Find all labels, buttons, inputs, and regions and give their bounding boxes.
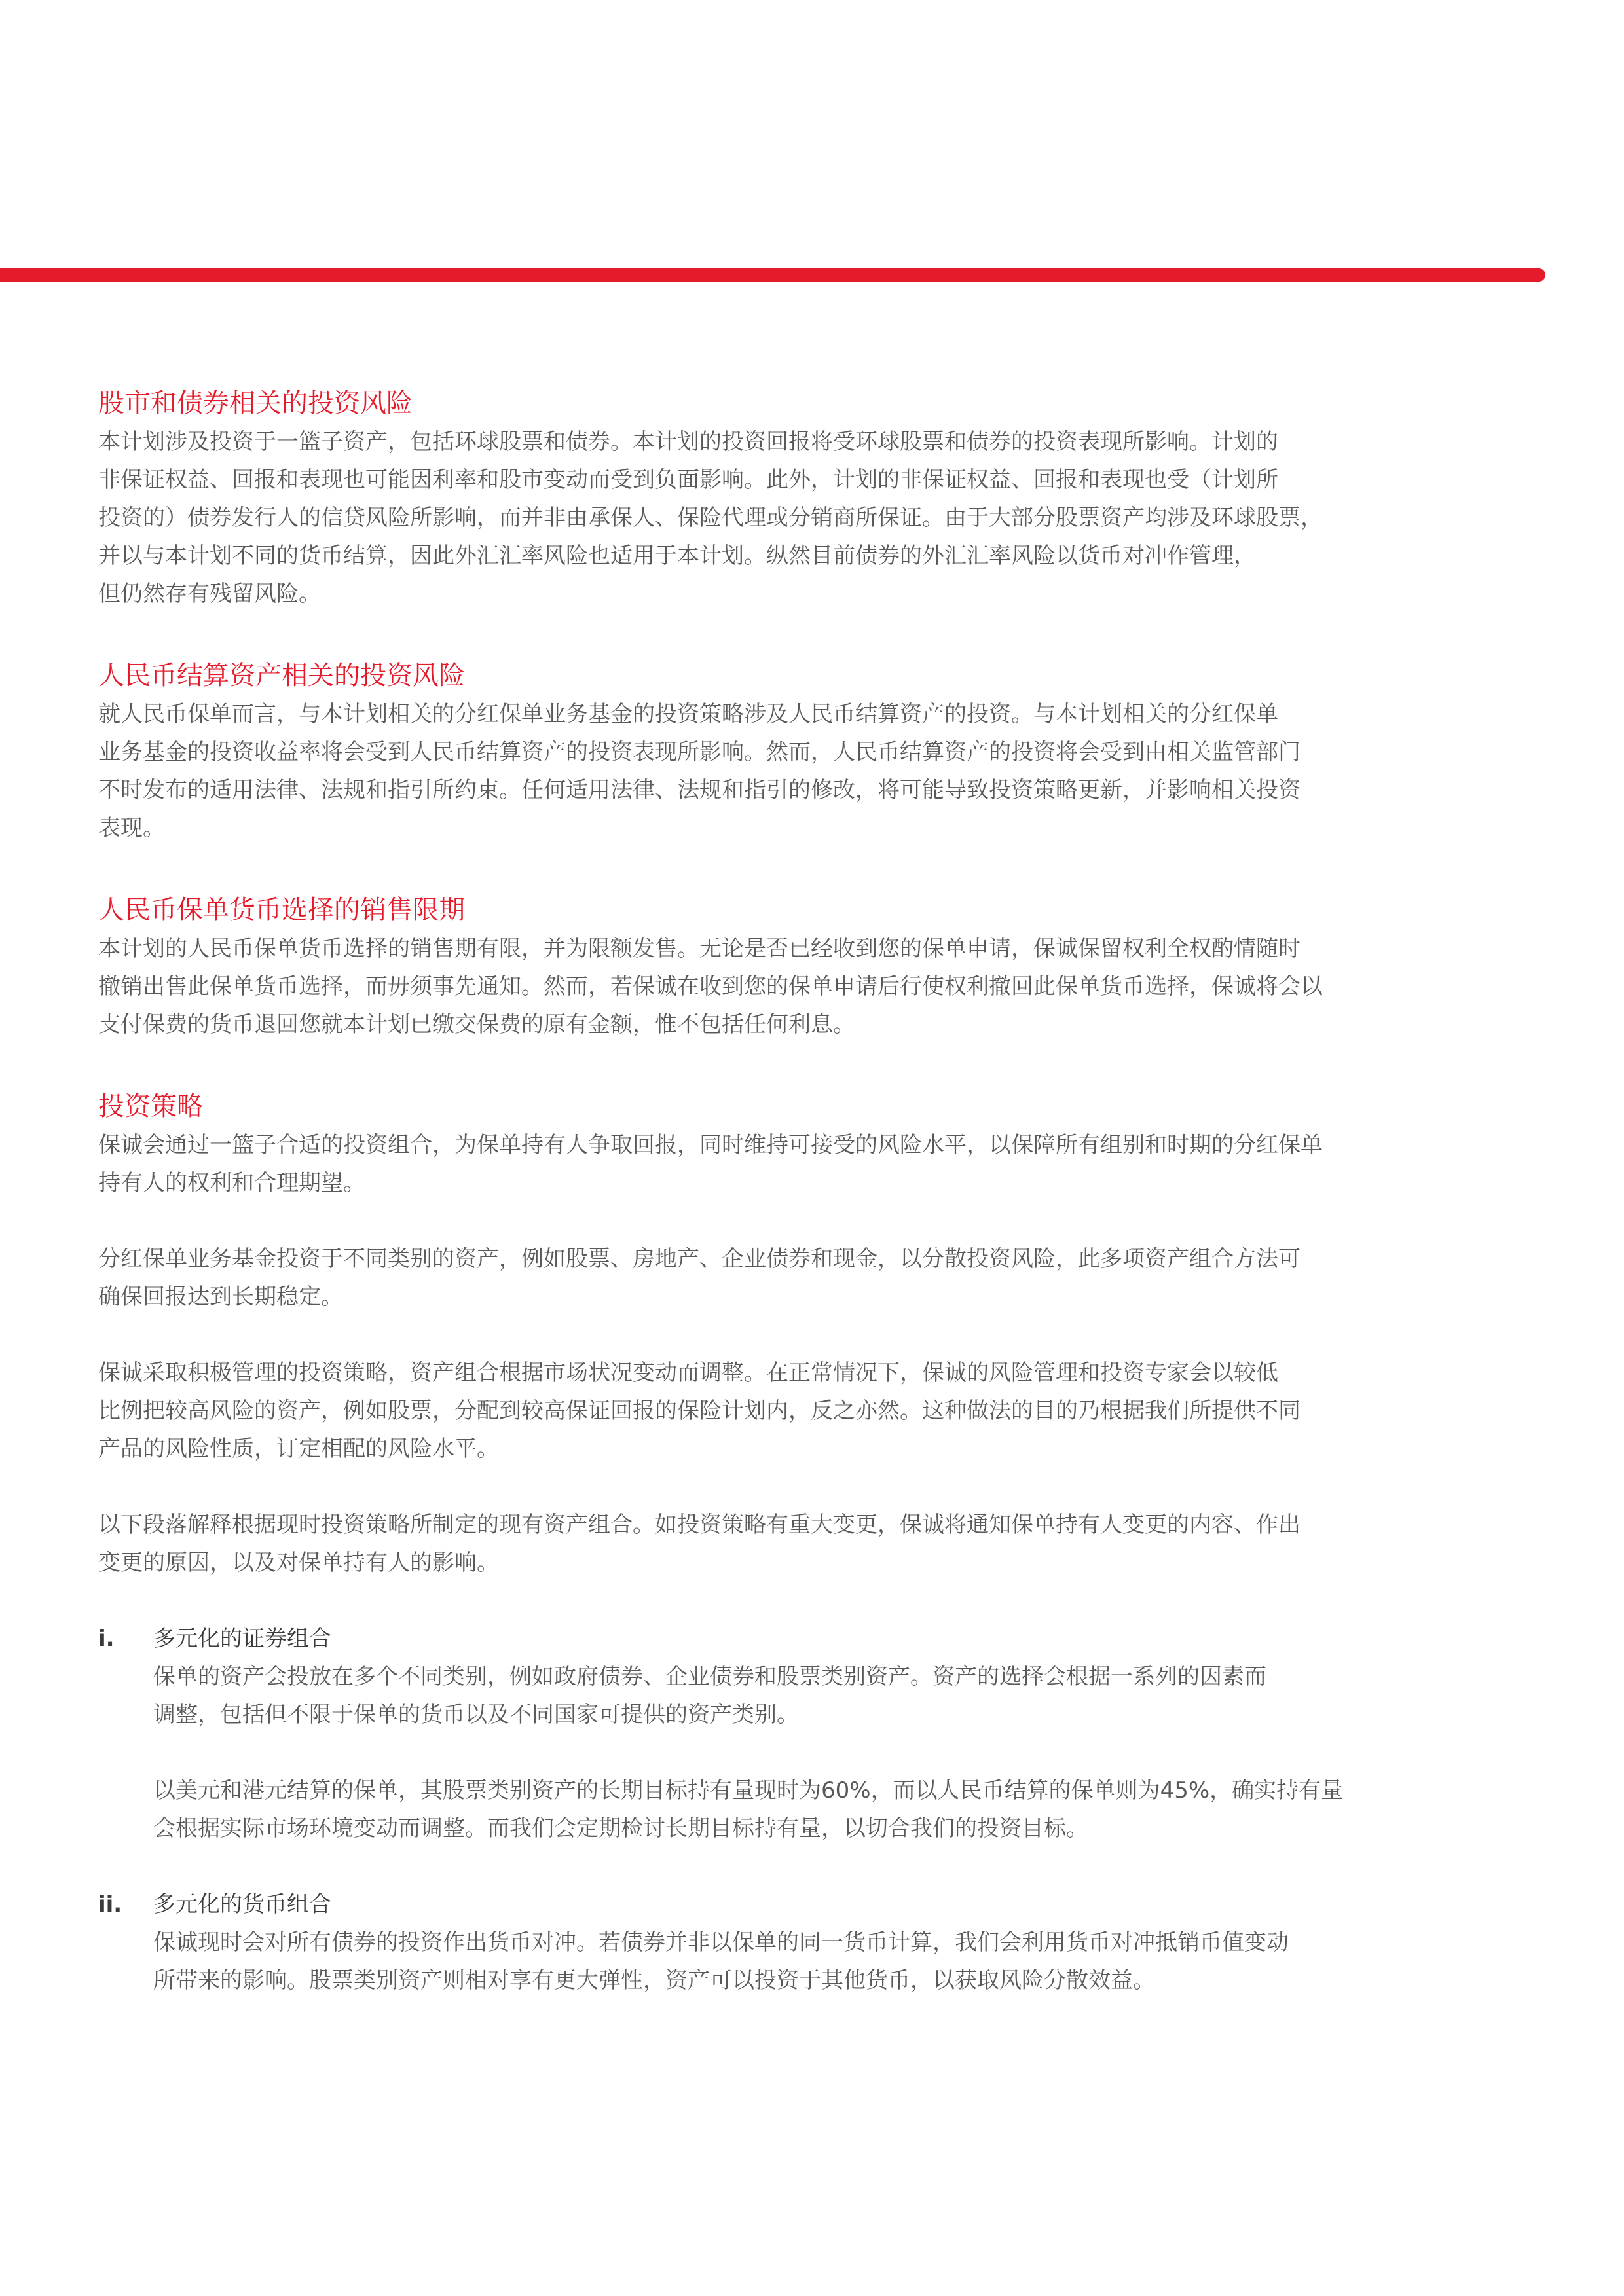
- section-paragraph: 保诚会通过一篮子合适的投资组合，为保单持有人争取回报，同时维持可接受的风险水平，以保障所有组别和时期的分红保单 持有人的权利和合理期望。: [98, 1132, 1323, 1196]
- section-paragraph: 分红保单业务基金投资于不同类别的资产，例如股票、房地产、企业债券和现金，以分散投资风险，此多项资产组合方法可 确保回报达到长期稳定。: [98, 1246, 1301, 1310]
- section-paragraph: 保诚采取积极管理的投资策略，资产组合根据市场状况变动而调整。在正常情况下，保诚的风险管理和投资专家会以较低 比例把较高风险的资产，例如股票，分配到较高保证回报的保险计划内，反之亦然。这种做法的目的乃根据我们所提供不同 产品的风险性质，订定相配的风险水平。: [98, 1360, 1301, 1462]
- section-heading: 投资策略: [98, 1091, 203, 1121]
- list-marker: ii.: [98, 1891, 122, 1918]
- section-rmb-sales-period: [98, 890, 1545, 1044]
- list-item-title: 多元化的证券组合: [153, 1626, 331, 1652]
- list-item-diversified-securities: [98, 1620, 1545, 1848]
- list-item-title: 多元化的货币组合: [153, 1891, 331, 1918]
- section-paragraph: 就人民币保单而言，与本计划相关的分红保单业务基金的投资策略涉及人民币结算资产的投资。与本计划相关的分红保单 业务基金的投资收益率将会受到人民币结算资产的投资表现所影响。然而，人民币结算资产的投资将会受到由相关监管部门 不时发布的适用法律、法规和指引所约束。任何适用法律、法规和指引的修改，将可能导致投资策略更新，并影响相关投资 表现。: [98, 701, 1301, 841]
- section-rmb-asset-risk: [98, 656, 1545, 847]
- section-heading: 股市和债券相关的投资风险: [98, 388, 413, 418]
- section-paragraph: 以下段落解释根据现时投资策略所制定的现有资产组合。如投资策略有重大变更，保诚将通知保单持有人变更的内容、作出 变更的原因，以及对保单持有人的影响。: [98, 1512, 1301, 1576]
- document-body: [98, 384, 1545, 2043]
- section-equity-bond-risk: [98, 384, 1545, 613]
- list-item-paragraph: 保诚现时会对所有债券的投资作出货币对冲。若债券并非以保单的同一货币计算，我们会利用货币对冲抵销币值变动 所带来的影响。股票类别资产则相对享有更大弹性，资产可以投资于其他货币，以获取风险分散效益。: [153, 1929, 1289, 1994]
- section-paragraph: 本计划的人民币保单货币选择的销售期有限，并为限额发售。无论是否已经收到您的保单申请，保诚保留权利全权酌情随时 撤销出售此保单货币选择，而毋须事先通知。然而，若保诚在收到您的保单申请后行使权利撤回此保单货币选择，保诚将会以 支付保费的货币退回您就本计划已缴交保费的原有金额，惟不包括任何利息。: [98, 936, 1323, 1038]
- list-item-paragraph: 以美元和港元结算的保单，其股票类别资产的长期目标持有量现时为60%，而以人民币结算的保单则为45%，确实持有量 会根据实际市场环境变动而调整。而我们会定期检讨长期目标持有量，以切合我们的投资目标。: [153, 1777, 1344, 1842]
- list-marker: i.: [98, 1626, 115, 1652]
- list-item-paragraph: 保单的资产会投放在多个不同类别，例如政府债券、企业债券和股票类别资产。资产的选择会根据一系列的因素而 调整，包括但不限于保单的货币以及不同国家可提供的资产类别。: [153, 1664, 1266, 1728]
- section-heading: 人民币保单货币选择的销售限期: [98, 895, 465, 925]
- list-item-diversified-currency: [98, 1886, 1545, 1999]
- top-red-rule: [0, 268, 1545, 282]
- section-investment-strategy: [98, 1087, 1545, 1999]
- section-heading: 人民币结算资产相关的投资风险: [98, 661, 465, 691]
- section-paragraph: 本计划涉及投资于一篮子资产，包括环球股票和债券。本计划的投资回报将受环球股票和债券的投资表现所影响。计划的 非保证权益、回报和表现也可能因利率和股市变动而受到负面影响。此外，计划的非保证权益、回报和表现也受（计划所 投资的）债券发行人的信贷风险所影响，而并非由承保人、保险代理或分销商所保证。由于大部分股票资产均涉及环球股票， 并以与本计划不同的货币结算，因此外汇汇率风险也适用于本计划。纵然目前债券的外汇汇率风险以货币对冲作管理， 但仍然存有残留风险。: [98, 429, 1323, 607]
